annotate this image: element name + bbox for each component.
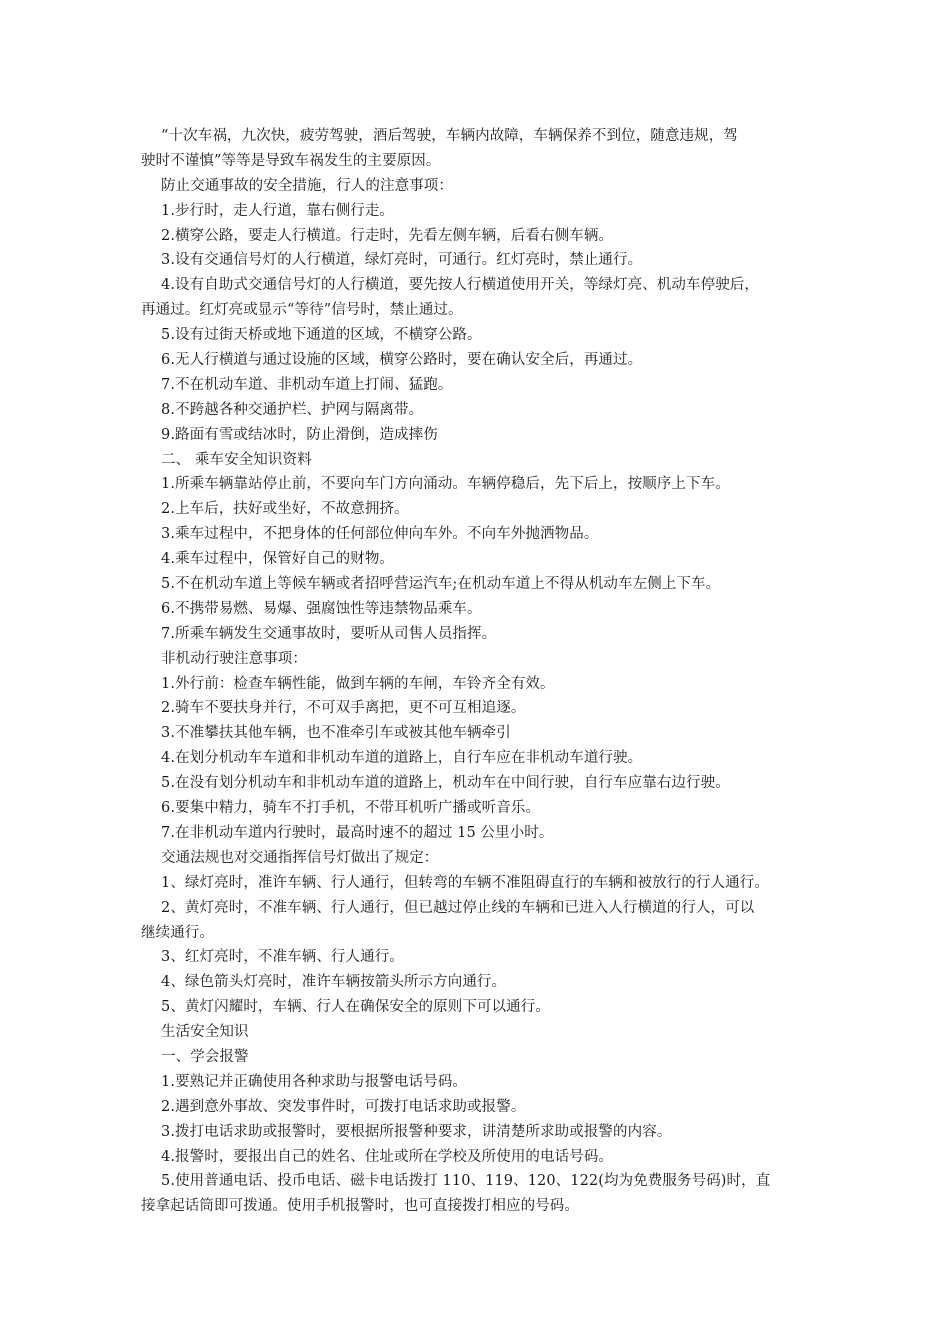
text-line: 5、黄灯闪耀时，车辆、行人在确保安全的原则下可以通行。 bbox=[161, 999, 550, 1016]
text-line: 一、学会报警 bbox=[161, 1048, 249, 1065]
text-line: 4.乘车过程中，保管好自己的财物。 bbox=[161, 551, 395, 568]
text-line: 4、绿色箭头灯亮时，准许车辆按箭头所示方向通行。 bbox=[161, 974, 507, 991]
text-line: 6.不携带易燃、易爆、强腐蚀性等违禁物品乘车。 bbox=[161, 600, 482, 617]
text-line: 3.设有交通信号灯的人行横道，绿灯亮时，可通行。红灯亮时，禁止通行。 bbox=[161, 252, 643, 269]
text-line: 2.骑车不要扶身并行，不可双手离把，更不可互相追逐。 bbox=[161, 700, 526, 717]
text-line: 3.乘车过程中，不把身体的任何部位伸向车外。不向车外抛洒物品。 bbox=[161, 526, 599, 543]
text-line: 生活安全知识 bbox=[161, 1024, 249, 1041]
text-line: 交通法规也对交通指挥信号灯做出了规定： bbox=[161, 849, 439, 866]
text-line: 2.上车后，扶好或坐好，不故意拥挤。 bbox=[161, 501, 409, 518]
text-line: 9.路面有雪或结冰时，防止滑倒，造成摔伤 bbox=[161, 426, 438, 443]
text-line: 1.要熟记并正确使用各种求助与报警电话号码。 bbox=[161, 1073, 468, 1090]
text-line: 3.拨打电话求助或报警时，要根据所报警种要求，讲清楚所求助或报警的内容。 bbox=[161, 1123, 672, 1140]
text-line: 2.遇到意外事故、突发事件时，可拨打电话求助或报警。 bbox=[161, 1098, 526, 1115]
text-line: 4.报警时，要报出自己的姓名、住址或所在学校及所使用的电话号码。 bbox=[161, 1148, 614, 1165]
text-line: 6.要集中精力，骑车不打手机，不带耳机听广播或听音乐。 bbox=[161, 800, 541, 817]
text-line: 2、黄灯亮时，不准车辆、行人通行，但已越过停止线的车辆和已进入人行横道的行人，可以 bbox=[161, 899, 755, 916]
text-line: 6.无人行横道与通过设施的区域，横穿公路时，要在确认安全后，再通过。 bbox=[161, 352, 643, 369]
text-line: 4.设有自助式交通信号灯的人行横道，要先按人行横道使用开关，等绿灯亮、机动车停驶后， bbox=[161, 277, 760, 294]
text-line: 1.所乘车辆靠站停止前，不要向车门方向涌动。车辆停稳后，先下后上，按顺序上下车。 bbox=[161, 476, 730, 493]
text-line: 4.在划分机动车车道和非机动车道的道路上，自行车应在非机动车道行驶。 bbox=[161, 750, 643, 767]
document-body bbox=[141, 124, 813, 1219]
text-line: 1、绿灯亮时，准许车辆、行人通行，但转弯的车辆不准阻碍直行的车辆和被放行的行人通行。 bbox=[161, 874, 769, 891]
text-line: 继续通行。 bbox=[141, 924, 214, 941]
text-line: 7.不在机动车道、非机动车道上打闹、猛跑。 bbox=[161, 376, 453, 393]
text-line: 2.横穿公路，要走人行横道。行走时，先看左侧车辆，后看右侧车辆。 bbox=[161, 227, 614, 244]
text-line: 二、 乘车安全知识资料 bbox=[161, 451, 312, 468]
text-line: 5.设有过街天桥或地下通道的区域，不横穿公路。 bbox=[161, 327, 482, 344]
text-line: “十次车祸，九次快，疲劳驾驶，酒后驾驶，车辆内故障，车辆保养不到位，随意违规，驾 bbox=[161, 128, 738, 144]
text-line: 非机动行驶注意事项： bbox=[161, 650, 307, 667]
text-line: 5.不在机动车道上等候车辆或者招呼营运汽车;在机动车道上不得从机动车左侧上下车。 bbox=[161, 576, 721, 593]
text-line: 7.在非机动车道内行驶时，最高时速不的超过 15 公里小时。 bbox=[161, 824, 554, 841]
text-line: 5.使用普通电话、投币电话、磁卡电话拨打 110、119、120、122(均为免费服务号码)时，直 bbox=[161, 1173, 771, 1190]
text-line: 5.在没有划分机动车和非机动车道的道路上，机动车在中间行驶，自行车应靠右边行驶。 bbox=[161, 775, 730, 792]
text-line: 1.步行时，走人行道，靠右侧行走。 bbox=[161, 202, 395, 219]
text-line: 接拿起话筒即可拨通。使用手机报警时，也可直接拨打相应的号码。 bbox=[141, 1198, 579, 1215]
text-line: 再通过。红灯亮或显示“等待”信号时，禁止通过。 bbox=[141, 302, 463, 319]
text-line: 3.不准攀扶其他车辆，也不准牵引车或被其他车辆牵引 bbox=[161, 725, 511, 742]
text-line: 驶时不谨慎”等等是导致车祸发生的主要原因。 bbox=[141, 152, 441, 169]
text-line: 3、红灯亮时，不准车辆、行人通行。 bbox=[161, 949, 404, 966]
text-line: 1.外行前：检查车辆性能，做到车辆的车闸，车铃齐全有效。 bbox=[161, 675, 555, 692]
text-line: 8.不跨越各种交通护栏、护网与隔离带。 bbox=[161, 401, 424, 418]
text-line: 7.所乘车辆发生交通事故时，要听从司售人员指挥。 bbox=[161, 625, 497, 642]
text-line: 防止交通事故的安全措施，行人的注意事项： bbox=[161, 177, 453, 194]
